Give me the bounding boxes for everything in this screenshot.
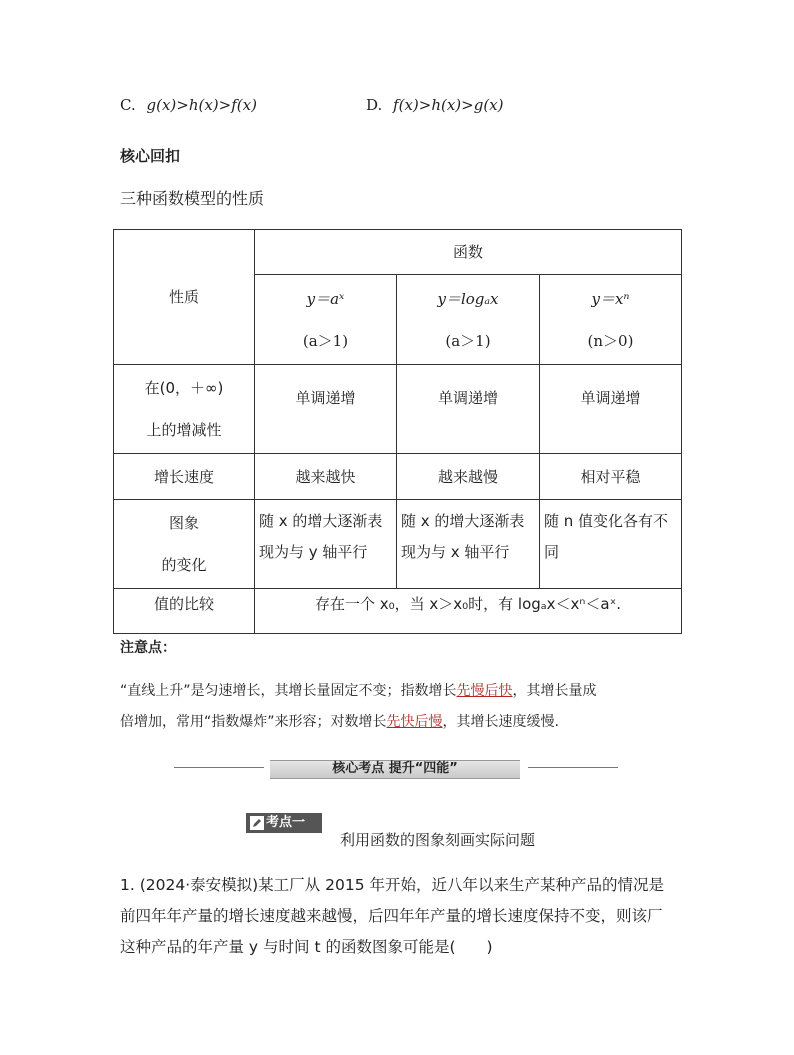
question-line-2: 前四年年产量的增长速度越来越慢，后四年年产量的增长速度保持不变，则该厂 [120, 907, 663, 925]
question-line-1: 1. (2024·泰安模拟)某工厂从 2015 年开始，近八年以来生产某种产品的情况是 [120, 876, 664, 894]
section-title: 核心回扣 [120, 147, 181, 165]
cell-monotonic-exp: 单调递增 [255, 365, 397, 454]
cell-speed-log: 越来越慢 [397, 454, 540, 500]
row-monotonic-label-1: 在(0，＋∞) [144, 379, 224, 397]
note-line-2-a: 倍增加，常用“指数爆炸”来形容；对数增长 [120, 714, 387, 730]
col-log [397, 275, 540, 365]
banner-text: 核心考点 提升“四能” [332, 761, 458, 776]
col-exp-formula: y＝aˣ [306, 289, 345, 308]
row-graph-label-1: 图象 [168, 514, 199, 532]
header-property: 性质 [114, 230, 255, 365]
cell-graph-pow: 随 n 值变化各有不同 [540, 500, 682, 589]
col-pow-formula: y＝xⁿ [591, 289, 630, 308]
properties-table [113, 229, 682, 634]
option-c-text: g(x)>h(x)>f(x) [146, 96, 257, 114]
col-exp [255, 275, 397, 365]
note-line-2 [120, 711, 559, 731]
cell-monotonic-log: 单调递增 [397, 365, 540, 454]
note-line-2-b: ，其增长速度缓慢. [442, 714, 559, 730]
note-highlight-2: 先快后慢 [386, 714, 443, 730]
cell-graph-log: 随 x 的增大逐渐表现为与 x 轴平行 [397, 500, 540, 589]
pencil-icon [250, 816, 264, 830]
cell-graph-exp: 随 x 的增大逐渐表现为与 y 轴平行 [255, 500, 397, 589]
row-graph-label [114, 500, 255, 589]
kaodian-tag-label: 考点一 [266, 815, 306, 830]
cell-monotonic-pow: 单调递增 [540, 365, 682, 454]
option-d-label: D. [366, 96, 383, 114]
note-line-1-a: “直线上升”是匀速增长，其增长量固定不变；指数增长 [120, 683, 457, 699]
note-highlight-1: 先慢后快 [456, 683, 513, 699]
cell-compare: 存在一个 x₀，当 x＞x₀时，有 logₐx＜xⁿ＜aˣ. [255, 589, 682, 634]
note-line-1 [120, 680, 597, 700]
note-line-1-b: ，其增长量成 [512, 683, 597, 699]
banner-rule-right [528, 767, 618, 768]
option-c [120, 96, 257, 114]
col-pow-cond: (n＞0) [587, 331, 634, 350]
col-pow [540, 275, 682, 365]
col-log-formula: y＝logₐx [437, 289, 499, 308]
note-heading: 注意点： [120, 640, 176, 656]
header-function: 函数 [255, 230, 682, 275]
row-monotonic-label-2: 上的增减性 [146, 421, 222, 439]
cell-speed-exp: 越来越快 [255, 454, 397, 500]
cell-speed-pow: 相对平稳 [540, 454, 682, 500]
col-exp-cond: (a＞1) [302, 331, 349, 350]
row-graph-label-2: 的变化 [161, 556, 207, 574]
table-title: 三种函数模型的性质 [120, 189, 265, 208]
row-speed-label: 增长速度 [114, 454, 255, 500]
kaodian-tag [246, 813, 322, 833]
question-line-3: 这种产品的年产量 y 与时间 t 的函数图象可能是( ) [120, 938, 493, 956]
row-monotonic-label [114, 365, 255, 454]
option-d [366, 96, 504, 114]
option-d-text: f(x)>h(x)>g(x) [393, 96, 504, 114]
banner-rule-left [174, 767, 264, 768]
col-log-cond: (a＞1) [445, 331, 491, 350]
kaodian-title: 利用函数的图象刻画实际问题 [340, 831, 536, 849]
row-compare-label: 值的比较 [114, 589, 255, 634]
option-c-label: C. [120, 96, 136, 114]
